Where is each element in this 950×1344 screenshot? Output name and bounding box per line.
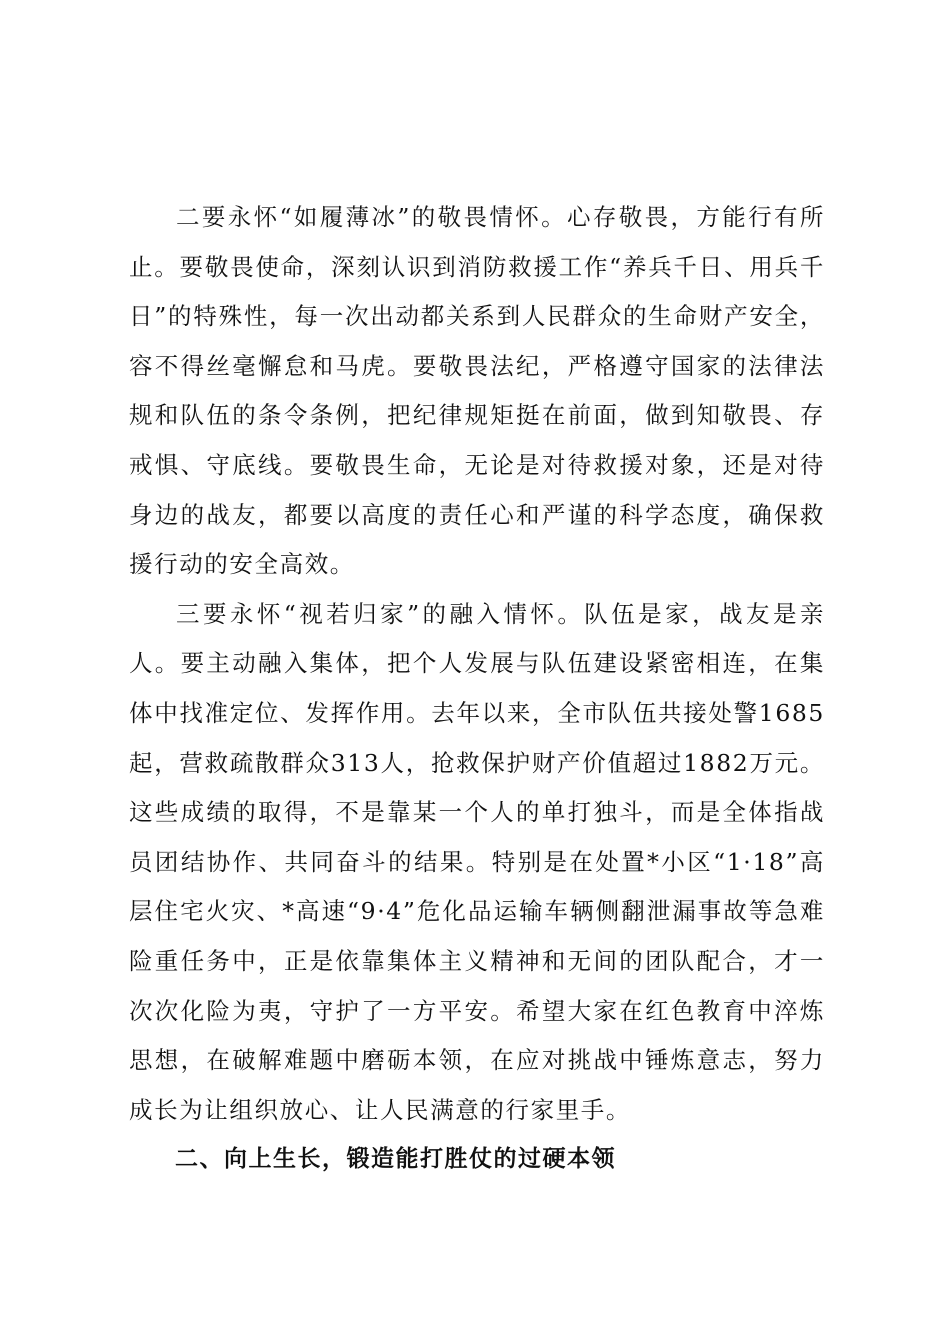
section-heading: 二、向上生长，锻造能打胜仗的过硬本领: [175, 1146, 616, 1173]
paragraph-integration: 三要永怀“视若归家”的融入情怀。队伍是家，战友是亲人。要主动融入集体，把个人发展与队伍建设紧密相连，在集体中找准定位、发挥作用。去年以来，全市队伍共接处警1685起，营救疏散群众313人，抢救保护财产价值超过1882万元。这些成绩的取得，不是靠某一个人的单打独斗，而是全体指战员团结协作、共同奋斗的结果。特别是在处置*小区“1·18”高层住宅火灾、*高速“9·4”危化品运输车辆侧翻泄漏事故等急难险重任务中，正是依靠集体主义精神和无间的团队配合，才一次次化险为夷，守护了一方平安。希望大家在红色教育中淬炼思想，在破解难题中磨砺本领，在应对挑战中锤炼意志，努力成长为让组织放心、让人民满意的行家里手。: [129, 599, 825, 1124]
paragraph-awe: 二要永怀“如履薄冰”的敬畏情怀。心存敬畏，方能行有所止。要敬畏使命，深刻认识到消防救援工作“养兵千日、用兵千日”的特殊性，每一次出动都关系到人民群众的生命财产安全，容不得丝毫懈怠和马虎。要敬畏法纪，严格遵守国家的法律法规和队伍的条令条例，把纪律规矩挺在前面，做到知敬畏、存戒惧、守底线。要敬畏生命，无论是对待救援对象，还是对待身边的战友，都要以高度的责任心和严谨的科学态度，确保救援行动的安全高效。: [129, 203, 825, 579]
document-body: [129, 193, 825, 1185]
